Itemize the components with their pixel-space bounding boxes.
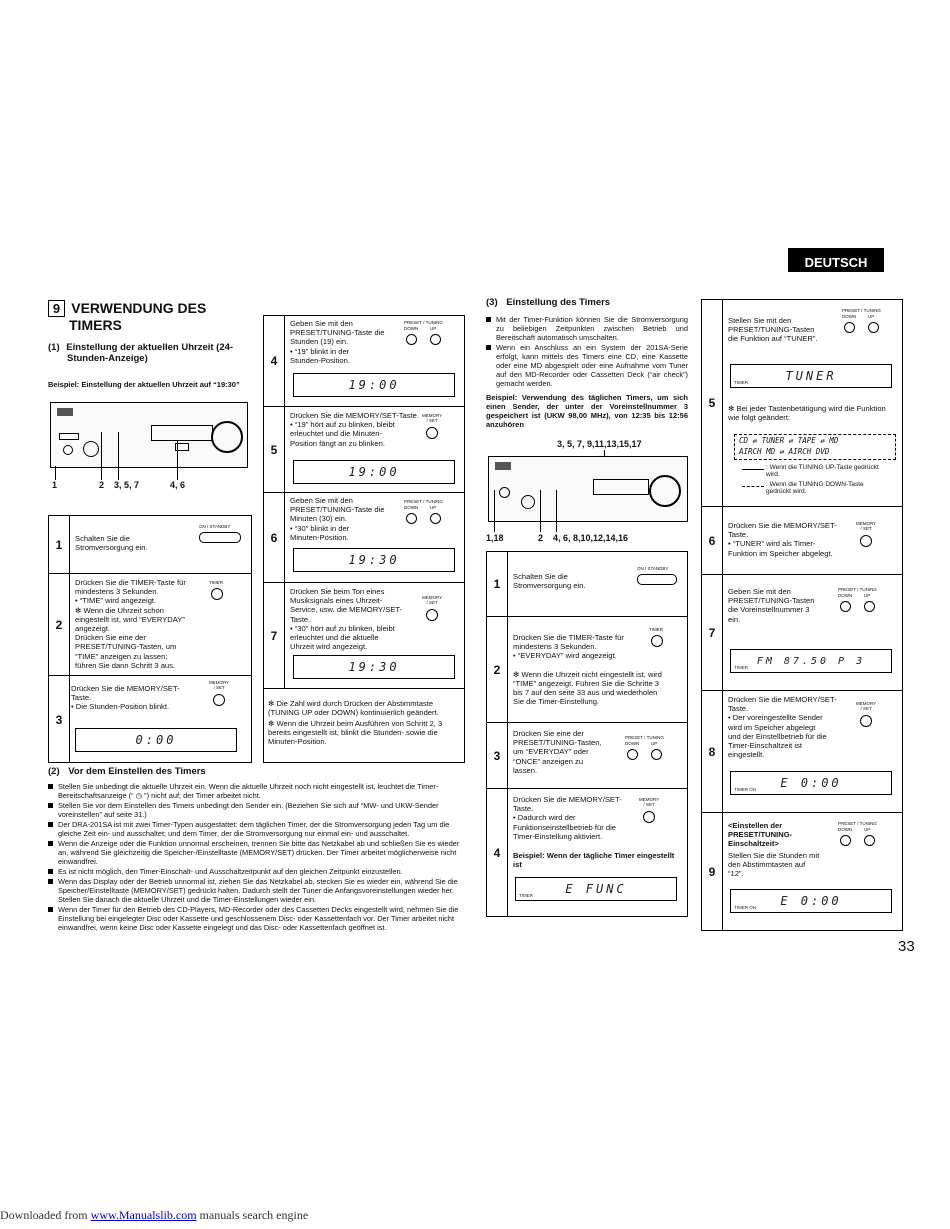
preset-tuning-label: PRESET / TUNING bbox=[404, 320, 443, 325]
step-number: 4 bbox=[487, 789, 508, 917]
footer-link[interactable]: www.Manualslib.com bbox=[90, 1208, 197, 1222]
far-step-7 bbox=[702, 574, 902, 691]
lcd-display bbox=[75, 728, 237, 752]
lcd-display bbox=[293, 655, 455, 679]
volume-knob bbox=[211, 421, 243, 453]
section-title-2: TIMERS bbox=[69, 317, 122, 333]
lcd-label: TIMER bbox=[519, 893, 533, 898]
up-label: UP bbox=[430, 505, 437, 510]
step-text: Stellen Sie die Stunden mit den Abstimmtasten auf “12”. bbox=[728, 851, 820, 879]
preset-tuning-label: PRESET / TUNING bbox=[625, 735, 664, 740]
lcd-label: TIMER bbox=[734, 665, 748, 670]
display-window bbox=[593, 479, 649, 495]
right-step-3 bbox=[487, 722, 687, 789]
lcd-text: 19:30 bbox=[348, 660, 400, 674]
language-badge: DEUTSCH bbox=[788, 248, 884, 272]
legend-arrow-solid bbox=[742, 469, 764, 470]
up-button[interactable] bbox=[868, 322, 879, 333]
down-button[interactable] bbox=[406, 334, 417, 345]
up-label: UP bbox=[864, 827, 871, 832]
preset-tuning-label: PRESET / TUNING bbox=[842, 308, 881, 313]
timer-button[interactable] bbox=[211, 588, 223, 600]
lcd-display bbox=[293, 460, 455, 484]
step-text: Stellen Sie mit den PRESET/TUNING-Tasten die Funktion auf “TUNER”. bbox=[728, 316, 818, 344]
lcd-label: TIMER ON bbox=[734, 905, 756, 910]
step-number: 7 bbox=[702, 575, 723, 691]
device2-callout-b1: 1,18 bbox=[486, 533, 504, 543]
up-button[interactable] bbox=[430, 334, 441, 345]
down-label: DOWN bbox=[842, 314, 857, 319]
device2-callout-b2: 2 bbox=[538, 533, 544, 543]
lcd-display bbox=[730, 364, 892, 388]
up-button[interactable] bbox=[864, 835, 875, 846]
timer-label: TIMER bbox=[649, 627, 663, 632]
far-step-6 bbox=[702, 506, 902, 575]
note-2: ✻ Wenn die Uhrzeit beim Ausführen von Schritt 2, 3 bereits eingestellt ist, blinkt die Stunden- sowie die Minuten-Position. bbox=[268, 719, 443, 747]
power-button-diagram bbox=[59, 433, 79, 440]
note-1: ✻ Die Zahl wird durch Drücken der Abstimmtaste (TUNING UP oder DOWN) kontinuierlich geändert. bbox=[268, 699, 439, 718]
sub2-title: Vor dem Einstellen des Timers bbox=[68, 766, 206, 777]
callout-4: 4, 6 bbox=[170, 480, 186, 490]
step-text: Drücken Sie die TIMER-Taste für mindestens 3 Sekunden. • “TIME” wird angezeigt. ✻ Wenn die Uhrzeit schon eingestellt ist, wird “EVERYDAY” angezeigt. Drücken Sie eine der PRESET/TUNING-Tasten, um “TIME” anzeigen zu lassen; führen Sie dann Schritt 3 aus. bbox=[75, 578, 186, 670]
step-text: Drücken Sie die MEMORY/SET- Taste. • Dadurch wird der Funktionseinstellbetrieb für die Timer-Einstellung aktiviert. bbox=[513, 795, 622, 841]
list-item: Stellen Sie unbedingt die aktuelle Uhrzeit ein. Wenn die aktuelle Uhrzeit noch nicht eingestellt ist, leuchtet die Timer-Bereitschaftsanzeige (“ ◷ ”) nicht auf; der Timer arbeitet nicht. bbox=[48, 782, 466, 800]
far-step-8 bbox=[702, 690, 902, 813]
lcd-display bbox=[293, 373, 455, 397]
footer bbox=[0, 1208, 308, 1223]
lcd-text: FM 87.50 P 3 bbox=[756, 655, 866, 667]
memory-set-label: MEMORY / SET bbox=[209, 680, 230, 690]
up-label: UP bbox=[430, 326, 437, 331]
lcd-display bbox=[730, 771, 892, 795]
far-step-5 bbox=[702, 300, 902, 506]
memory-set-label: MEMORY / SET bbox=[856, 701, 877, 711]
step-text: Geben Sie mit den PRESET/TUNING-Tasten die Voreinstellnummer 3 ein. bbox=[728, 587, 815, 624]
lcd-text: E 0:00 bbox=[780, 894, 842, 908]
sub3-list bbox=[486, 315, 688, 389]
left-step-2 bbox=[49, 573, 251, 676]
cycle-line-1: CD ⇄ TUNER ⇄ TAPE ⇄ MD bbox=[739, 436, 839, 445]
step-number: 1 bbox=[49, 516, 70, 573]
timer-button[interactable] bbox=[651, 635, 663, 647]
memory-set-label: MEMORY / SET bbox=[856, 521, 877, 531]
example-1: Beispiel: Einstellung der aktuellen Uhrzeit auf “19:30” bbox=[48, 380, 240, 389]
memory-set-button[interactable] bbox=[213, 694, 225, 706]
section-number: 9 bbox=[48, 300, 65, 317]
down-button[interactable] bbox=[844, 322, 855, 333]
brand-logo bbox=[57, 408, 73, 416]
brand-logo bbox=[495, 462, 511, 470]
list-item: Wenn das Display oder der Betrieb unnormal ist, ziehen Sie das Netzkabel ab, stecken Sie es wieder ein, während Sie die Speicher/Einstelltaste (MEMORY/SET) gedrückt halten. Dadurch stellt der Tuner die Anfangsvoreinstellungen wieder her. Stellen Sie danach die aktuelle Uhrzeit und die Timer-Einstellungen wieder ein. bbox=[48, 877, 466, 904]
sub2-list bbox=[48, 782, 466, 933]
lcd-text: TUNER bbox=[785, 369, 837, 383]
lcd-display bbox=[730, 889, 892, 913]
sub1-title-2: Stunden-Anzeige) bbox=[67, 353, 148, 364]
mid-notes bbox=[264, 688, 464, 763]
memory-set-button[interactable] bbox=[643, 811, 655, 823]
up-label: UP bbox=[651, 741, 658, 746]
page-number: 33 bbox=[898, 938, 915, 955]
step-text: Drücken Sie eine der PRESET/TUNING-Tasten, um “EVERYDAY” oder “ONCE” anzeigen zu lassen. bbox=[513, 729, 602, 775]
far-steps-table bbox=[701, 299, 903, 931]
on-standby-button[interactable] bbox=[637, 574, 677, 585]
step-number: 9 bbox=[702, 813, 723, 931]
preset-tuning-label: PRESET / TUNING bbox=[838, 821, 877, 826]
preset-tuning-label: PRESET / TUNING bbox=[838, 587, 877, 592]
lcd-display bbox=[515, 877, 677, 901]
lcd-text: 19:00 bbox=[348, 465, 400, 479]
sub1-title-1: Einstellung der aktuellen Uhrzeit (24- bbox=[66, 342, 234, 353]
memory-set-button[interactable] bbox=[860, 535, 872, 547]
sub2-heading bbox=[48, 766, 206, 777]
callout-2: 2 bbox=[99, 480, 105, 490]
cycle-diagram bbox=[734, 434, 896, 460]
legend-2: : Wenn die TUNING DOWN-Taste gedrückt wird. bbox=[766, 481, 864, 495]
step-number: 1 bbox=[487, 552, 508, 616]
list-item: Der DRA-201SA ist mit zwei Timer-Typen ausgestattet: dem täglichen Timer, der die Stromversorgung jeden Tag um die gleiche Zeit ein- und ausschaltet; und dem Timer, der die Stromversorgung nur einmal ein- und ausschaltet. bbox=[48, 820, 466, 838]
step-note: ✻ Bei jeder Tastenbetätigung wird die Funktion wie folgt geändert: bbox=[728, 404, 886, 423]
step-example: Beispiel: Wenn der tägliche Timer eingestellt ist bbox=[513, 851, 675, 870]
down-button[interactable] bbox=[840, 601, 851, 612]
mid-step-7 bbox=[264, 582, 464, 689]
list-item: Wenn die Anzeige oder die Funktion unnormal erscheinen, trennen Sie bitte das Netzkabel ab und schließen Sie es wieder an, während Sie gleichzeitig die Speicher-/Einstelltaste (MEMORY/SET) drücken. Der Timer arbeitet möglicherweise nicht einwandfrei. bbox=[48, 839, 466, 866]
footer-prefix: Downloaded from bbox=[0, 1208, 91, 1222]
on-standby-button[interactable] bbox=[199, 532, 241, 543]
step-text: Drücken Sie die MEMORY/SET- Taste. • Die Stunden-Position blinkt. bbox=[71, 684, 180, 712]
lcd-display bbox=[730, 649, 892, 673]
sub1-heading bbox=[48, 342, 258, 364]
step-text: Drücken Sie die MEMORY/SET- Taste. • “TUNER” wird als Timer- Funktion im Speicher abgelegt. bbox=[728, 521, 837, 558]
step-text: Drücken Sie die MEMORY/SET-Taste. • “19” hört auf zu blinken, bleibt erleuchtet und die Minuten- Position fängt an zu blinken. bbox=[290, 411, 419, 448]
list-item: Es ist nicht möglich, den Timer-Einschalt- und Ausschaltzeitpunkt auf den gleichen Zeitpunkt einzustellen. bbox=[48, 867, 466, 876]
left-step-3 bbox=[49, 675, 251, 763]
memory-set-label: MEMORY / SET bbox=[422, 413, 443, 423]
legend-arrow-dashed bbox=[742, 486, 764, 487]
on-standby-label: ON / STANDBY bbox=[637, 566, 669, 571]
lcd-text: E FUNC bbox=[565, 882, 627, 896]
down-label: DOWN bbox=[838, 827, 853, 832]
footer-suffix: manuals search engine bbox=[196, 1208, 309, 1222]
lcd-text: 19:00 bbox=[348, 378, 400, 392]
list-item: Mit der Timer-Funktion können Sie die Stromversorgung zu beliebigen Zeitpunkten zwischen Betrieb und Bereitschaft automatisch umschalten. bbox=[486, 315, 688, 342]
right-step-1 bbox=[487, 552, 687, 616]
display-window bbox=[151, 425, 213, 441]
section-heading bbox=[48, 300, 258, 333]
down-button[interactable] bbox=[840, 835, 851, 846]
step-text: Geben Sie mit den PRESET/TUNING-Taste die Minuten (30) ein. • “30” blinkt in der Minuten-Position. bbox=[290, 496, 385, 542]
up-label: UP bbox=[864, 593, 871, 598]
headphone-jack bbox=[63, 445, 73, 455]
down-button[interactable] bbox=[406, 513, 417, 524]
step-number: 5 bbox=[264, 407, 285, 493]
step-text: Drücken Sie die TIMER-Taste für mindestens 3 Sekunden. • “EVERYDAY” wird angezeigt. ✻ Wenn die Uhrzeit nicht eingestellt ist, wird “TIME” angezeigt. Führen Sie die Schritte 3 bis 7 auf den seite 33 aus und wiederholen Sie die Timer-Einstellung. bbox=[513, 633, 662, 707]
step-text: Geben Sie mit den PRESET/TUNING-Taste die Stunden (19) ein. • “19” blinkt in der Stunden-Position. bbox=[290, 319, 385, 365]
callout-3: 3, 5, 7 bbox=[114, 480, 140, 490]
lcd-label: TIMER ON bbox=[734, 787, 756, 792]
step-number: 2 bbox=[487, 617, 508, 723]
list-item: Wenn ein Anschluss an ein System der 201SA-Serie erfolgt, kann mittels des Timers eine CD, eine Kassette oder eine MD abgespielt oder eine Aufnahme vom Tuner auf den MD-Recorder oder Cassetten Deck (“air check”) gemacht werden. bbox=[486, 343, 688, 388]
input-knob bbox=[83, 441, 99, 457]
down-label: DOWN bbox=[404, 326, 419, 331]
input-knob bbox=[521, 495, 535, 509]
mid-steps-table bbox=[263, 315, 465, 763]
step-number: 6 bbox=[264, 493, 285, 583]
lcd-label: TIMER bbox=[734, 380, 748, 385]
left-steps-table bbox=[48, 515, 252, 763]
device2-callout-top: 3, 5, 7, 9,11,13,15,17 bbox=[557, 439, 642, 449]
lcd-text: E 0:00 bbox=[780, 776, 842, 790]
power-button-diagram bbox=[499, 487, 510, 498]
memory-set-button[interactable] bbox=[426, 609, 438, 621]
step-text: Drücken Sie die MEMORY/SET- Taste. • Der voreingestellte Sender wird im Speicher abgelegt und der Einstellbetrieb für die Timer-Einschaltzeit ist eingestellt. bbox=[728, 695, 837, 760]
list-item: Stellen Sie vor dem Einstellen des Timers unbedingt den Sender ein. (Beziehen Sie sich auf “MW- und UKW-Sender voreinstellen” auf seite 31.) bbox=[48, 801, 466, 819]
step-number: 6 bbox=[702, 507, 723, 575]
right-step-4 bbox=[487, 788, 687, 917]
callout-1: 1 bbox=[52, 480, 58, 490]
list-item: Wenn der Timer für den Betrieb des CD-Players, MD-Recorder oder des Cassetten Decks eingestellt wird, nehmen Sie die Einstellung bei eingelegter Disc oder Kassette und geschlossenem Disc- oder Kassettenfach vor. Der Timer arbeitet nicht einwandfrei, wenn keine Disc oder Kassette eingelegt und das Disc- oder Kassettenfach geöffnet ist. bbox=[48, 905, 466, 932]
sub3-label: (3) bbox=[486, 297, 498, 308]
right-steps-table bbox=[486, 551, 688, 917]
example-3: Beispiel: Verwendung des täglichen Timers, um sich einen Sender, der unter der Voreinstellnummer 3 gespeichert ist (UKW 98,00 MHz), von 12:35 bis 12:56 anzuhören bbox=[486, 393, 688, 429]
legend-1: : Wenn die TUNING UP-Taste gedrückt wird. bbox=[766, 464, 879, 478]
mid-step-5 bbox=[264, 406, 464, 493]
step-number: 2 bbox=[49, 574, 70, 676]
up-button[interactable] bbox=[864, 601, 875, 612]
lcd-text: 0:00 bbox=[135, 733, 177, 747]
device2-callout-b3: 4, 6, 8,10,12,14,16 bbox=[553, 533, 629, 543]
mid-step-4 bbox=[264, 316, 464, 406]
sub3-title: Einstellung des Timers bbox=[506, 297, 611, 308]
step-text: Schalten Sie die Stromversorgung ein. bbox=[75, 534, 148, 553]
up-label: UP bbox=[868, 314, 875, 319]
step-text: Drücken Sie beim Ton eines Musiksignals eines Uhrzeit- Service, usw. die MEMORY/SET- Taste. • “30” hört auf zu blinken, bleibt erleuchtet und die aktuelle Uhrzeit wird angezeigt. bbox=[290, 587, 403, 652]
sub3-heading bbox=[486, 297, 610, 308]
receiver-diagram-1 bbox=[50, 402, 248, 468]
volume-knob bbox=[649, 475, 681, 507]
lcd-display bbox=[293, 548, 455, 572]
lcd-text: 19:30 bbox=[348, 553, 400, 567]
mid-step-6 bbox=[264, 492, 464, 583]
memory-set-label: MEMORY / SET bbox=[422, 595, 443, 605]
step-number: 3 bbox=[487, 723, 508, 789]
far-step-9 bbox=[702, 812, 902, 931]
up-button[interactable] bbox=[430, 513, 441, 524]
on-standby-label: ON / STANDBY bbox=[199, 524, 231, 529]
down-button[interactable] bbox=[627, 749, 638, 760]
down-label: DOWN bbox=[625, 741, 640, 746]
up-button[interactable] bbox=[651, 749, 662, 760]
timer-label: TIMER bbox=[209, 580, 223, 585]
left-step-1 bbox=[49, 516, 251, 573]
memory-set-label: MEMORY / SET bbox=[639, 797, 660, 807]
memory-set-button[interactable] bbox=[860, 715, 872, 727]
sub2-label: (2) bbox=[48, 766, 60, 777]
sub1-label: (1) bbox=[48, 342, 60, 353]
step-text: Schalten Sie die Stromversorgung ein. bbox=[513, 572, 586, 591]
step-number: 7 bbox=[264, 583, 285, 689]
down-label: DOWN bbox=[838, 593, 853, 598]
step-number: 8 bbox=[702, 691, 723, 813]
step-number: 5 bbox=[702, 300, 723, 506]
cycle-line-2: AIRCH MD ⇄ AIRCH DVD bbox=[739, 447, 830, 456]
down-label: DOWN bbox=[404, 505, 419, 510]
receiver-diagram-2 bbox=[488, 456, 688, 522]
step-number: 4 bbox=[264, 316, 285, 406]
section-title-1: VERWENDUNG DES bbox=[71, 300, 207, 316]
right-step-2 bbox=[487, 616, 687, 723]
preset-tuning-label: PRESET / TUNING bbox=[404, 499, 443, 504]
step-title: <Einstellen der PRESET/TUNING- Einschaltzeit> bbox=[728, 821, 793, 849]
step-number: 3 bbox=[49, 676, 70, 763]
memory-set-button[interactable] bbox=[426, 427, 438, 439]
